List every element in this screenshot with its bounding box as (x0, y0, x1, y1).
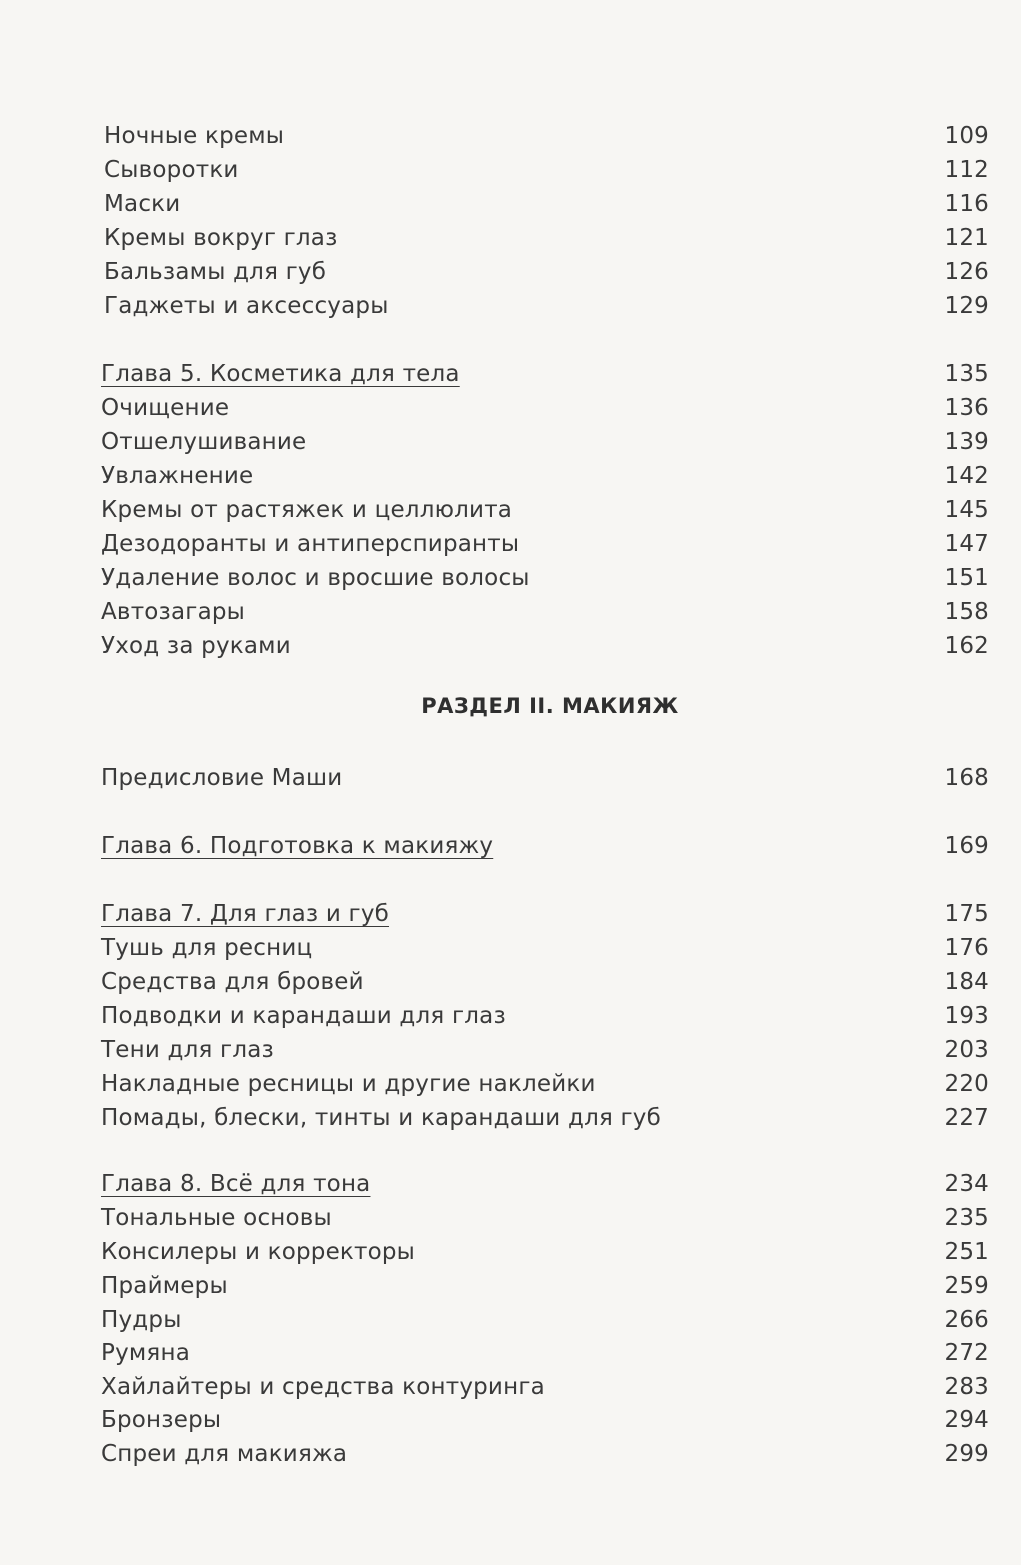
toc-entry-page: 272 (944, 1340, 989, 1366)
chapter-title: Глава 6. Подготовка к макияжу (101, 833, 494, 859)
toc-entry-page: 220 (944, 1071, 989, 1097)
toc-entry-title: Праймеры (101, 1273, 228, 1299)
toc-entry-title: Увлажнение (101, 463, 254, 489)
toc-entry[interactable] (104, 153, 989, 187)
toc-entry-title: Автозагары (101, 599, 246, 625)
toc-entry[interactable] (104, 221, 989, 255)
toc-entry[interactable] (101, 1235, 989, 1269)
toc-entry-title: Пудры (101, 1307, 182, 1333)
toc-entry[interactable] (101, 1437, 989, 1471)
toc-entry-page: 299 (944, 1441, 989, 1467)
toc-entry[interactable] (101, 1033, 989, 1067)
toc-entry[interactable] (101, 1336, 989, 1370)
toc-entry[interactable] (104, 289, 989, 323)
toc-entry-page: 126 (944, 259, 989, 285)
toc-entry[interactable] (101, 999, 989, 1033)
toc-preface[interactable] (101, 761, 989, 795)
toc-entry-title: Румяна (101, 1340, 190, 1366)
chapter-page: 135 (944, 361, 989, 387)
toc-entry[interactable] (101, 425, 989, 459)
toc-entry-page: 176 (944, 935, 989, 961)
toc-entry-title: Сыворотки (104, 157, 239, 183)
toc-entry[interactable] (101, 1201, 989, 1235)
toc-entry-title: Маски (104, 191, 181, 217)
chapter-title: Глава 8. Всё для тона (101, 1171, 371, 1197)
toc-entry-page: 142 (944, 463, 989, 489)
toc-entry-page: 116 (944, 191, 989, 217)
toc-entry-page: 266 (944, 1307, 989, 1333)
toc-entry-title: Тушь для ресниц (101, 935, 313, 961)
toc-entry-title: Накладные ресницы и другие наклейки (101, 1071, 596, 1097)
toc-entry-title: Хайлайтеры и средства контуринга (101, 1374, 545, 1400)
toc-entry-page: 147 (944, 531, 989, 557)
toc-entry[interactable] (101, 595, 989, 629)
toc-entry-title: Консилеры и корректоры (101, 1239, 416, 1265)
toc-chapter-7[interactable] (101, 897, 989, 931)
toc-chapter-5[interactable] (101, 357, 989, 391)
toc-entry-title: Кремы от растяжек и целлюлита (101, 497, 513, 523)
toc-entry-page: 168 (944, 765, 989, 791)
toc-entry-page: 193 (944, 1003, 989, 1029)
toc-entry-title: Кремы вокруг глаз (104, 225, 338, 251)
toc-entry[interactable] (101, 493, 989, 527)
toc-entry-page: 121 (944, 225, 989, 251)
toc-entry-page: 162 (944, 633, 989, 659)
toc-entry[interactable] (101, 1370, 989, 1404)
toc-entry-page: 151 (944, 565, 989, 591)
toc-entry-page: 112 (944, 157, 989, 183)
toc-entry-title: Уход за руками (101, 633, 291, 659)
toc-entry-title: Отшелушивание (101, 429, 307, 455)
chapter-page: 234 (944, 1171, 989, 1197)
toc-entry-page: 235 (944, 1205, 989, 1231)
toc-entry-title: Бальзамы для губ (104, 259, 327, 285)
toc-entry[interactable] (101, 931, 989, 965)
toc-entry[interactable] (104, 119, 989, 153)
toc-entry-page: 136 (944, 395, 989, 421)
chapter-page: 169 (944, 833, 989, 859)
toc-entry[interactable] (101, 527, 989, 561)
toc-entry-page: 294 (944, 1407, 989, 1433)
toc-entry-page: 145 (944, 497, 989, 523)
toc-entry-title: Дезодоранты и антиперспиранты (101, 531, 520, 557)
toc-entry[interactable] (101, 561, 989, 595)
toc-entry-title: Спреи для макияжа (101, 1441, 348, 1467)
toc-entry[interactable] (101, 391, 989, 425)
toc-entry[interactable] (101, 1067, 989, 1101)
chapter-title: Глава 7. Для глаз и губ (101, 901, 390, 927)
toc-chapter-6[interactable] (101, 829, 989, 863)
chapter-page: 175 (944, 901, 989, 927)
toc-entry-title: Помады, блески, тинты и карандаши для губ (101, 1105, 661, 1131)
toc-entry-title: Бронзеры (101, 1407, 222, 1433)
toc-entry-title: Гаджеты и аксессуары (104, 293, 389, 319)
toc-entry[interactable] (104, 187, 989, 221)
section-heading: РАЗДЕЛ II. МАКИЯЖ (421, 694, 679, 718)
toc-entry-page: 129 (944, 293, 989, 319)
toc-entry[interactable] (104, 255, 989, 289)
toc-entry[interactable] (101, 1303, 989, 1337)
toc-chapter-8[interactable] (101, 1167, 989, 1201)
toc-entry-page: 158 (944, 599, 989, 625)
toc-entry-title: Тени для глаз (101, 1037, 274, 1063)
toc-entry[interactable] (101, 459, 989, 493)
toc-entry[interactable] (101, 965, 989, 999)
toc-entry[interactable] (101, 1101, 989, 1135)
toc-entry[interactable] (101, 1403, 989, 1437)
toc-entry-title: Предисловие Маши (101, 765, 343, 791)
toc-entry[interactable] (101, 629, 989, 663)
toc-entry-title: Подводки и карандаши для глаз (101, 1003, 506, 1029)
toc-entry-title: Очищение (101, 395, 230, 421)
toc-entry-page: 109 (944, 123, 989, 149)
toc-entry-page: 203 (944, 1037, 989, 1063)
toc-entry-title: Удаление волос и вросшие волосы (101, 565, 530, 591)
toc-entry-page: 251 (944, 1239, 989, 1265)
toc-entry-page: 259 (944, 1273, 989, 1299)
toc-entry-title: Тональные основы (101, 1205, 332, 1231)
toc-entry-page: 184 (944, 969, 989, 995)
toc-entry-page: 283 (944, 1374, 989, 1400)
toc-entry[interactable] (101, 1269, 989, 1303)
toc-entry-page: 139 (944, 429, 989, 455)
toc-entry-title: Средства для бровей (101, 969, 364, 995)
chapter-title: Глава 5. Косметика для тела (101, 361, 460, 387)
toc-entry-title: Ночные кремы (104, 123, 285, 149)
toc-entry-page: 227 (944, 1105, 989, 1131)
